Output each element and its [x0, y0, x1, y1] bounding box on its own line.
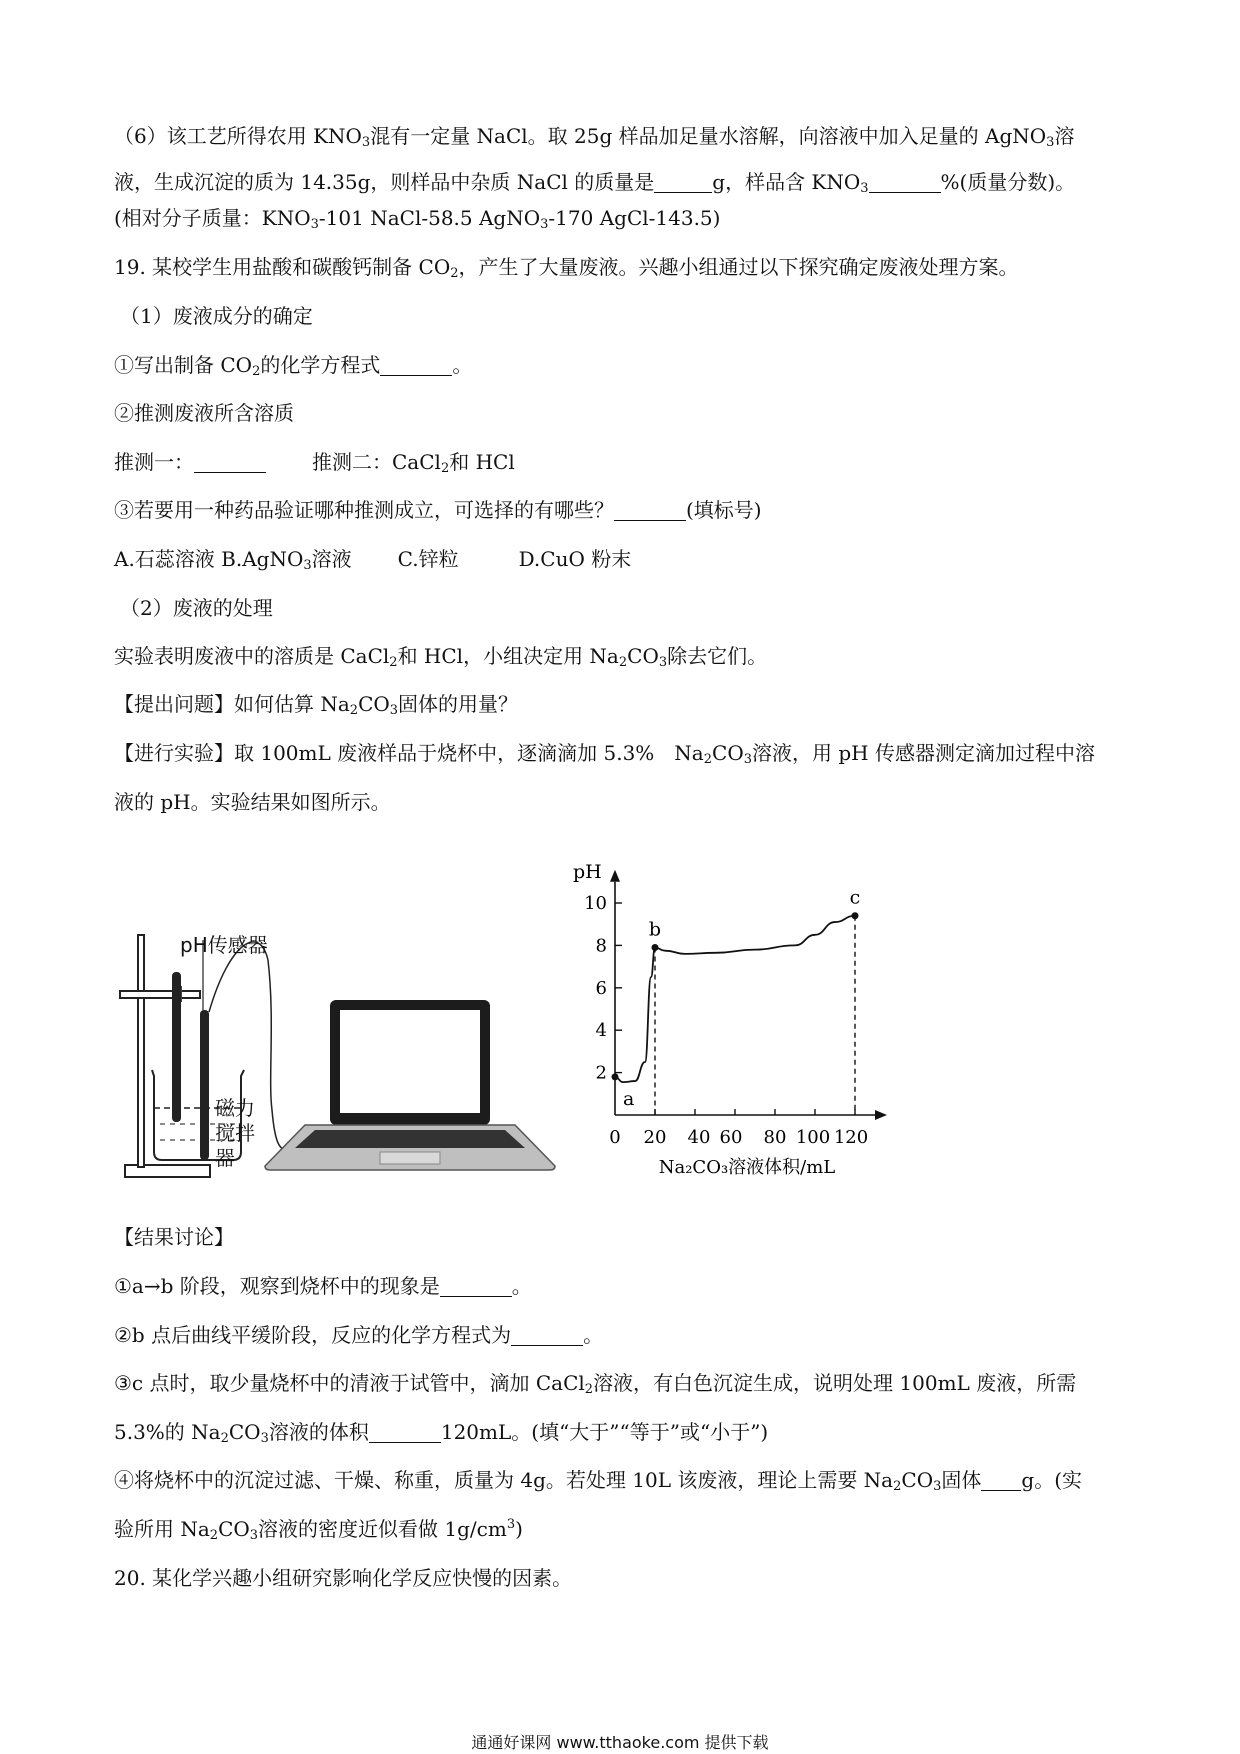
subscript: 3: [310, 217, 319, 232]
subscript: 2: [703, 752, 713, 767]
q19-options: [114, 545, 631, 573]
x-axis-label: Na₂CO₃溶液体积/mL: [658, 1157, 836, 1178]
text: 120mL。(填“大于”“等于”或“小于”): [440, 1420, 769, 1444]
text: 。: [511, 1274, 532, 1298]
x-axis-arrow: [875, 1110, 887, 1120]
option-b-tail: 溶液: [311, 547, 352, 571]
answer-blank[interactable]: [869, 172, 941, 193]
x-tick-label: 60: [719, 1127, 743, 1148]
stirrer-label-3: 器: [215, 1146, 235, 1170]
experiment-apparatus-illustration: [110, 880, 570, 1190]
text: 。: [452, 353, 473, 377]
text: CO: [218, 1517, 250, 1541]
point-label-c: c: [849, 886, 861, 909]
text: ①写出制备 CO: [114, 353, 253, 377]
answer-blank[interactable]: [440, 1276, 512, 1297]
text: CO: [358, 692, 390, 716]
subscript: 3: [860, 181, 869, 196]
option-b: B.AgNO: [221, 547, 304, 571]
subscript: 2: [618, 655, 628, 670]
subscript: 2: [450, 266, 459, 281]
subscript: 3: [389, 703, 399, 718]
subscript: 3: [361, 135, 371, 150]
answer-blank[interactable]: [380, 355, 452, 376]
q19-p2: [114, 642, 767, 670]
text: 【提出问题】如何估算 Na: [114, 692, 350, 716]
text: g，样品含 KNO: [712, 170, 861, 194]
q19-d2: [114, 1321, 603, 1349]
text: 和 HCl，小组决定用 Na: [397, 644, 619, 668]
option-a: A.石蕊溶液: [114, 547, 215, 571]
text: ，产生了大量废液。兴趣小组通过以下探究确定废液处理方案。: [458, 255, 1019, 279]
q19-part2: （2）废液的处理: [120, 596, 273, 620]
text: 推测二：CaCl: [312, 450, 441, 474]
text: 溶液，有白色沉淀生成，说明处理 100mL 废液，所需: [593, 1371, 1077, 1395]
text: 溶液的密度近似看做 1g/cm: [258, 1517, 507, 1541]
stirrer-label-1: 磁力: [215, 1096, 255, 1120]
q19-d3-line2: [114, 1418, 768, 1446]
point-label-b: b: [648, 918, 662, 941]
answer-blank[interactable]: [614, 500, 686, 521]
point-label-a: a: [623, 1087, 635, 1110]
ph-sensor-label: pH传感器: [180, 933, 268, 957]
option-c: C.锌粒: [397, 547, 459, 571]
x-tick-label: 80: [763, 1127, 787, 1148]
q19-s1: [114, 351, 472, 379]
text: -170 AgCl-143.5): [548, 206, 721, 230]
text: CO: [712, 741, 744, 765]
text: g。(实: [1021, 1468, 1082, 1492]
text: 。: [583, 1323, 604, 1347]
q19-discuss: 【结果讨论】: [114, 1225, 234, 1249]
q18-6-line3: [114, 204, 720, 232]
text: ③若要用一种药品验证哪种推测成立，可选择的有哪些？: [114, 498, 614, 522]
page-footer: 通通好课网 www.tthaoke.com 提供下载: [471, 1733, 769, 1752]
laptop-trackpad: [380, 1152, 440, 1164]
y-tick-label: 4: [595, 1020, 607, 1042]
q19-guesses: [114, 448, 515, 476]
answer-blank[interactable]: [369, 1422, 441, 1443]
q20-intro: 20. 某化学兴趣小组研究影响化学反应快慢的因素。: [114, 1566, 573, 1590]
superscript: 3: [506, 1517, 516, 1532]
text: (填标号): [686, 498, 762, 522]
subscript: 3: [1046, 135, 1055, 150]
subscript: 3: [658, 655, 668, 670]
q19-ask: [114, 690, 518, 718]
subscript: 2: [209, 1528, 219, 1543]
q18-6-line1: [114, 122, 1074, 150]
q19-part1: （1）废液成分的确定: [120, 304, 313, 328]
y-tick-label: 8: [595, 935, 607, 957]
text: 的化学方程式: [260, 353, 381, 377]
subscript: 2: [349, 703, 359, 718]
text: 实验表明废液中的溶质是 CaCl: [114, 644, 390, 668]
q19-d4: [114, 1466, 1082, 1494]
answer-blank[interactable]: [981, 1470, 1021, 1491]
stirrer-label-2: 搅拌: [215, 1121, 255, 1145]
answer-blank[interactable]: [194, 452, 266, 473]
subscript: 3: [540, 217, 549, 232]
y-axis-arrow: [610, 870, 620, 882]
text: 19. 某校学生用盐酸和碳酸钙制备 CO: [114, 255, 451, 279]
x-tick-label: 0: [609, 1127, 621, 1148]
answer-blank[interactable]: [654, 172, 712, 193]
text: ①a→b 阶段，观察到烧杯中的现象是: [114, 1274, 440, 1298]
x-tick-label: 20: [643, 1127, 667, 1148]
electrode: [172, 972, 181, 1122]
q19-d1: [114, 1272, 532, 1300]
text: ②b 点后曲线平缓阶段，反应的化学方程式为: [114, 1323, 512, 1347]
subscript: 3: [743, 752, 752, 767]
text: 溶: [1054, 124, 1075, 148]
text: 溶液的体积: [268, 1420, 369, 1444]
text: 和 HCl: [449, 450, 515, 474]
subscript: 3: [249, 1528, 259, 1543]
text: 固体的用量？: [398, 692, 519, 716]
subscript: 2: [893, 1479, 902, 1494]
ph-chart: [560, 840, 980, 1180]
text: CO: [627, 644, 659, 668]
q19-exp: [114, 739, 1095, 767]
subscript: 3: [303, 558, 312, 573]
subscript: 2: [440, 461, 450, 476]
text: %(质量分数)。: [940, 170, 1076, 194]
subscript: 3: [260, 1431, 269, 1446]
laptop-keyboard: [295, 1130, 525, 1148]
text: 5.3%的 Na: [114, 1420, 221, 1444]
x-tick-label: 40: [687, 1127, 711, 1148]
text: 液，生成沉淀的质为 14.35g，则样品中杂质 NaCl 的质量是: [114, 170, 655, 194]
clamp-arm: [120, 991, 200, 998]
q19-s3: [114, 496, 762, 524]
point-b: [652, 944, 659, 951]
q19-d3: [114, 1369, 1076, 1397]
text: 推测一：: [114, 450, 194, 474]
subscript: 3: [933, 1479, 942, 1494]
y-axis-label: pH: [573, 860, 602, 883]
text: 除去它们。: [667, 644, 768, 668]
q19-exp-line2: 液的 pH。实验结果如图所示。: [114, 790, 391, 814]
answer-blank[interactable]: [511, 1325, 583, 1346]
chart-layer: [573, 861, 887, 1178]
subscript: 2: [389, 655, 398, 670]
y-tick-label: 6: [595, 977, 607, 999]
text: 溶液，用 pH 传感器测定滴加过程中溶: [752, 741, 1095, 765]
subscript: 2: [584, 1382, 594, 1397]
ph-sensor-probe: [200, 1010, 209, 1160]
text: CO: [901, 1468, 934, 1492]
point-c: [852, 912, 859, 919]
text: 验所用 Na: [114, 1517, 210, 1541]
ph-curve: [615, 916, 855, 1082]
subscript: 2: [252, 364, 261, 379]
text: ④将烧杯中的沉淀过滤、干燥、称重，质量为 4g。若处理 10L 该废液，理论上需要 Na: [114, 1468, 894, 1492]
option-d: D.CuO 粉末: [518, 547, 632, 571]
text: (相对分子质量：KNO: [114, 206, 311, 230]
text: （6）该工艺所得农用 KNO: [114, 124, 362, 148]
text: 固体: [941, 1468, 982, 1492]
text: ): [515, 1517, 523, 1541]
y-tick-label: 2: [595, 1062, 607, 1084]
q19-s2: ②推测废液所含溶质: [114, 401, 294, 425]
point-a: [612, 1073, 619, 1080]
text: ③c 点时，取少量烧杯中的清液于试管中，滴加 CaCl: [114, 1371, 585, 1395]
q19-d4-line2: [114, 1515, 523, 1543]
x-tick-label: 100: [795, 1127, 831, 1148]
y-tick-label: 10: [584, 893, 607, 914]
subscript: 2: [220, 1431, 229, 1446]
text: CO: [228, 1420, 261, 1444]
text: -101 NaCl-58.5 AgNO: [318, 206, 541, 230]
text: 【进行实验】取 100mL 废液样品于烧杯中，逐滴滴加 5.3% Na: [114, 741, 704, 765]
text: 混有一定量 NaCl。取 25g 样品加足量水溶解，向溶液中加入足量的 AgNO: [370, 124, 1047, 148]
stand-rod: [138, 935, 144, 1167]
x-tick-label: 120: [833, 1127, 869, 1148]
laptop-screen: [340, 1010, 480, 1113]
q19-intro: [114, 253, 1019, 281]
q18-6-line2: [114, 168, 1075, 196]
